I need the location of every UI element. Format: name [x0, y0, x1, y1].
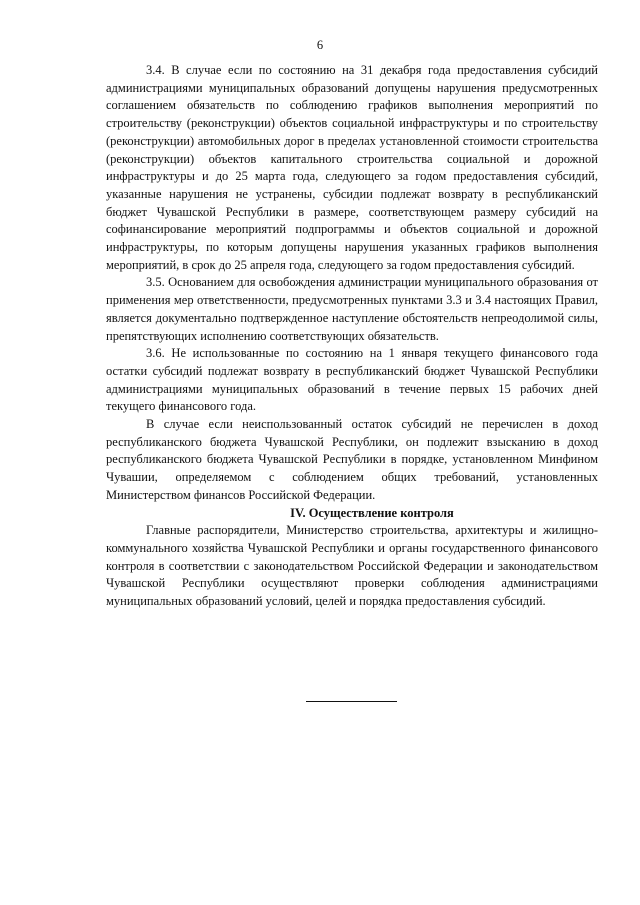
- paragraph-3-6: 3.6. Не использованные по состоянию на 1 января текущего финансового года остатки субсидий подлежат возврату в республиканский бюджет Чувашской Республики администрациями муниципальных образований в течение первых 15 рабочих дней текущего финансового года.: [106, 346, 598, 414]
- end-of-document-rule: [306, 701, 397, 702]
- paragraph-3-5: 3.5. Основанием для освобождения администрации муниципального образования от применения мер ответственности, предусмотренных пунктами 3.3 и 3.4 настоящих Правил, является документально подтвержденное наступление обстоятельств непреодолимой силы, препятствующих исполнению соответствующих обязательств.: [106, 275, 598, 343]
- paragraph-3-6-unspent-balance: В случае если неиспользованный остаток субсидий не перечислен в доход республиканского бюджета Чувашской Республики, он подлежит взысканию в доход республиканского бюджета Чувашской Республики в порядке, установленном Минфином Чувашии, определяемом с соблюдением общих требований, установленных Министерством финансов Российской Федерации.: [106, 417, 598, 502]
- section-heading: IV. Осуществление контроля: [290, 505, 454, 520]
- paragraph-3-4: 3.4. В случае если по состоянию на 31 декабря года предоставления субсидий администрациями муниципальных образований допущены нарушения предусмотренных соглашением обязательств по соблюдению графиков выполнения мероприятий по строительству (реконструкции) объектов социальной инфраструктуры и по строительству (реконструкции) автомобильных дорог в пределах установленной стоимости строительства (реконструкции) объектов капитального строительства социальной и дорожной инфраструктуры и до 25 марта года, следующего за годом предоставления субсидий, указанные нарушения не устранены, субсидии подлежат возврату в республиканский бюджет Чувашской Республики в размере, соответствующем размеру субсидий на софинансирование мероприятий подпрограммы и объектов социальной и дорожной инфраструктуры, по которым допущены нарушения указанных графиков выполнения мероприятий, в срок до 25 апреля года, следующего за годом предоставления субсидий.: [106, 63, 598, 272]
- page-number: 6: [316, 38, 324, 52]
- document-body: [106, 62, 598, 611]
- paragraph-control: Главные распорядители, Министерство строительства, архитектуры и жилищно-коммунального хозяйства Чувашской Республики и органы государственного финансового контроля в соответствии с законодательством Российской Федерации и законодательством Чувашской Республики осуществляют проверки соблюдения администрациями муниципальных образований условий, целей и порядка предоставления субсидий.: [106, 523, 598, 609]
